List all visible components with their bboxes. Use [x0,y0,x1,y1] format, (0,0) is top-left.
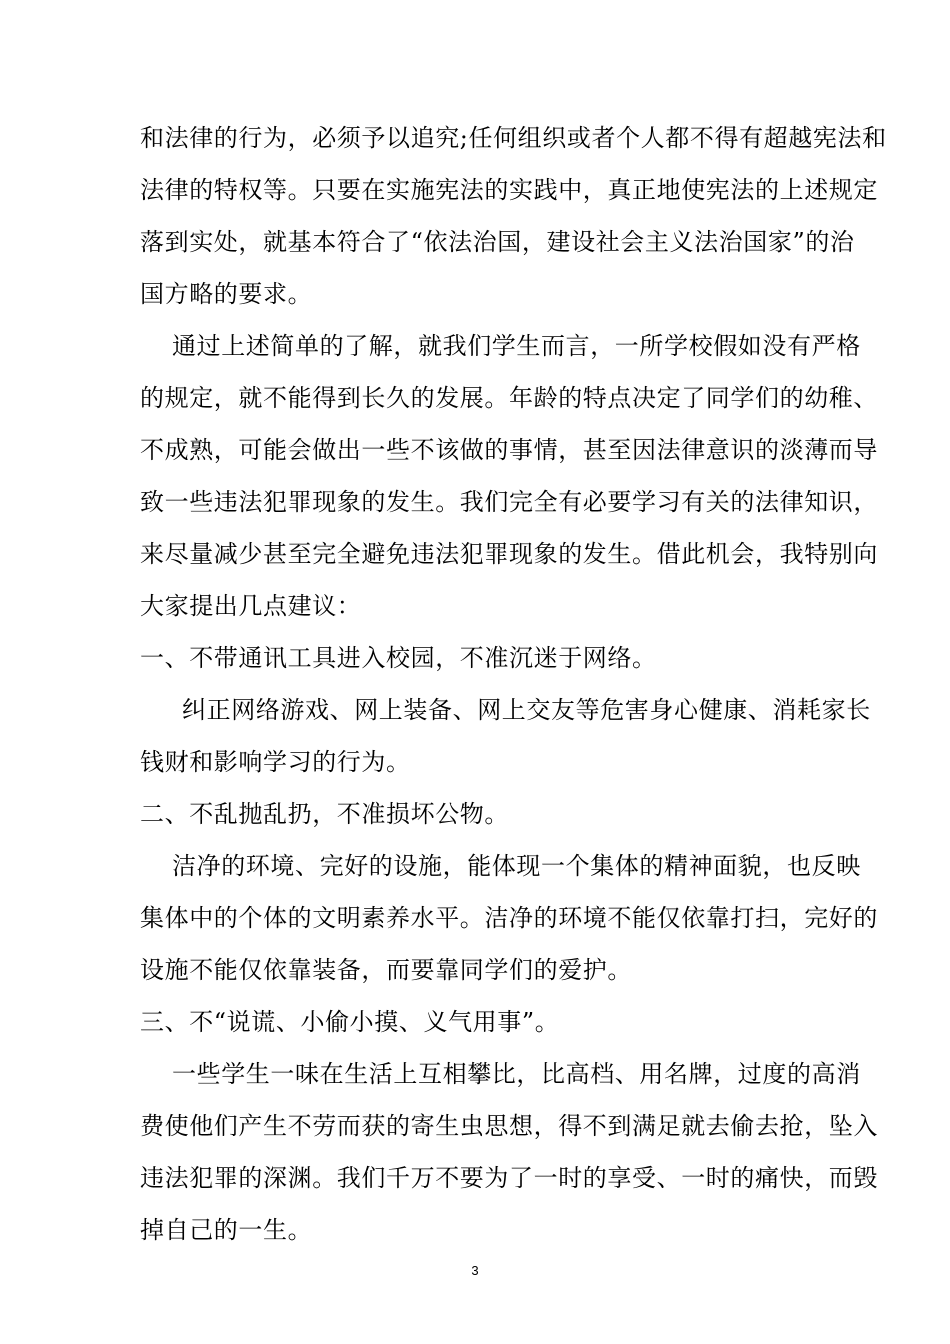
text-line: 集体中的个体的文明素养水平。洁净的环境不能仅依靠打扫，完好的 [140,904,878,932]
text-line: 违法犯罪的深渊。我们千万不要为了一时的享受、一时的痛快，而毁 [140,1164,878,1192]
text-line: 不成熟，可能会做出一些不该做的事情，甚至因法律意识的淡薄而导 [140,436,878,464]
text-line: 大家提出几点建议： [140,592,362,620]
text-line: 费使他们产生不劳而获的寄生虫思想，得不到满足就去偷去抢，坠入 [140,1112,878,1140]
text-line: 钱财和影响学习的行为。 [140,748,411,776]
text-line: 致一些违法犯罪现象的发生。我们完全有必要学习有关的法律知识， [140,488,878,516]
suggestion-heading-1: 一、不带通讯工具进入校园，不准沉迷于网络。 [140,644,657,672]
text-line: 落到实处，就基本符合了“依法治国，建设社会主义法治国家”的治 [140,228,855,256]
text-line: 的规定，就不能得到长久的发展。年龄的特点决定了同学们的幼稚、 [140,384,878,412]
text-line: 国方略的要求。 [140,280,313,308]
paragraph-first-line: 通过上述简单的了解，就我们学生而言，一所学校假如没有严格 [172,332,861,360]
page-number: 3 [471,1263,479,1278]
suggestion-heading-3: 三、不“说谎、小偷小摸、义气用事”。 [140,1008,560,1036]
suggestion-heading-2: 二、不乱抛乱扔，不准损坏公物。 [140,800,509,828]
paragraph-first-line: 纠正网络游戏、网上装备、网上交友等危害身心健康、消耗家长 [182,696,871,724]
text-line: 来尽量减少甚至完全避免违法犯罪现象的发生。借此机会，我特别向 [140,540,878,568]
text-line: 和法律的行为，必须予以追究;任何组织或者个人都不得有超越宪法和 [140,124,887,152]
text-line: 法律的特权等。只要在实施宪法的实践中，真正地使宪法的上述规定 [140,176,878,204]
paragraph-first-line: 洁净的环境、完好的设施，能体现一个集体的精神面貌，也反映 [172,852,861,880]
text-line: 设施不能仅依靠装备，而要靠同学们的爱护。 [140,956,632,984]
paragraph-first-line: 一些学生一味在生活上互相攀比，比高档、用名牌，过度的高消 [172,1060,861,1088]
text-line: 掉自己的一生。 [140,1216,313,1244]
